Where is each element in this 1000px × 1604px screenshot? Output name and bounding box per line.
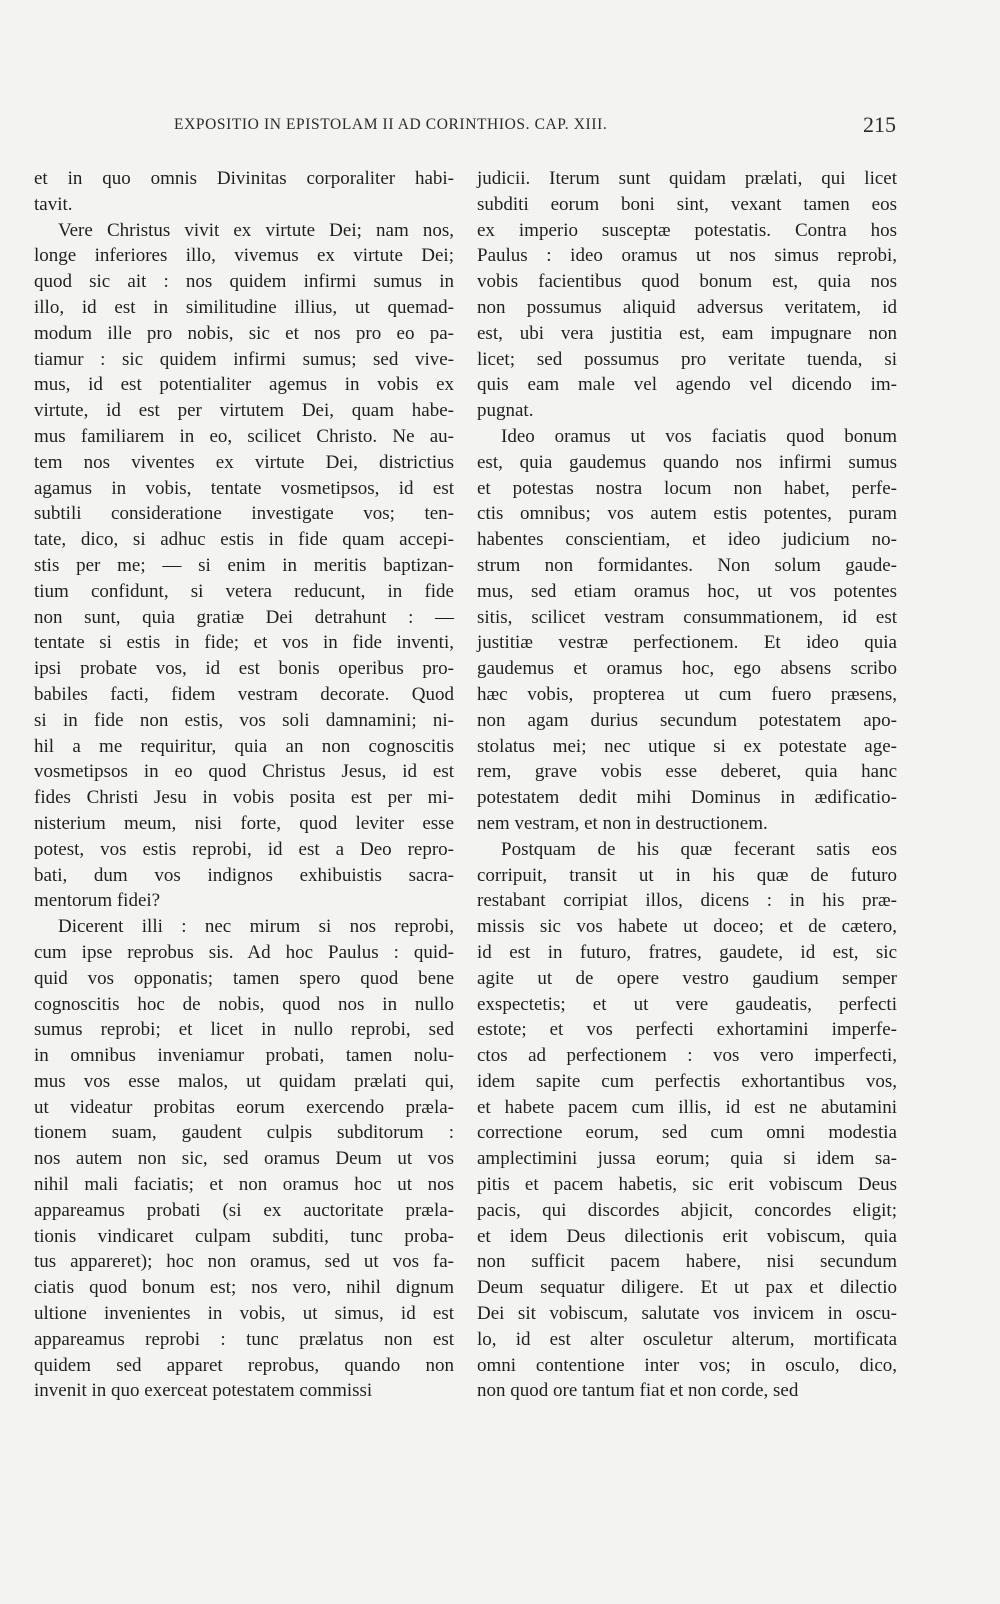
text-line: et idem Deus dilectionis erit vobiscum, quia xyxy=(477,1225,897,1247)
text-line: mus, id est potentialiter agemus in vobis ex xyxy=(34,374,454,396)
text-line: Paulus : ideo oramus ut nos simus reprobi, xyxy=(477,245,897,267)
text-line: invenit in quo exerceat potestatem commissi xyxy=(34,1380,373,1402)
text-line: lo, id est alter osculetur alterum, mortificata xyxy=(477,1328,897,1350)
text-line: exspectetis; et ut vere gaudeatis, perfecti xyxy=(477,993,897,1015)
right-text-column xyxy=(477,166,897,1404)
text-line: sumus reprobi; et licet in nullo reprobi, sed xyxy=(34,1019,454,1041)
text-line: vobis facientibus quod bonum est, quia nos xyxy=(477,271,897,293)
text-line: Deum sequatur diligere. Et ut pax et dilectio xyxy=(477,1277,897,1299)
text-line: quis eam male vel agendo vel dicendo im- xyxy=(477,374,897,396)
text-line: mus, sed etiam oramus hoc, ut vos potentes xyxy=(477,580,897,602)
text-line: omni contentione inter vos; in osculo, dico, xyxy=(477,1354,897,1376)
text-line: ipsi probate vos, id est bonis operibus pro- xyxy=(34,658,454,680)
text-line: tiamur : sic quidem infirmi sumus; sed vive- xyxy=(34,348,454,370)
text-line: quidem sed apparet reprobus, quando non xyxy=(34,1354,454,1376)
text-line: tionem suam, gaudent culpis subditorum : xyxy=(34,1122,454,1144)
text-line: illo, id est in similitudine illius, ut quemad- xyxy=(34,296,454,318)
text-line: Dicerent illi : nec mirum si nos reprobi, xyxy=(58,916,454,938)
text-line: longe inferiores illo, vivemus ex virtute Dei; xyxy=(34,245,454,267)
text-line: et potestas nostra locum non habet, perfe- xyxy=(477,477,897,499)
text-line: Ideo oramus ut vos faciatis quod bonum xyxy=(501,425,897,447)
text-line: est, quia gaudemus quando nos infirmi sumus xyxy=(477,451,897,473)
text-line: idem sapite cum perfectis exhortantibus vos, xyxy=(477,1070,897,1092)
text-line: subditi eorum boni sint, vexant tamen eos xyxy=(477,193,897,215)
text-line: tavit. xyxy=(34,193,73,215)
text-line: quod sic ait : nos quidem infirmi sumus in xyxy=(34,271,454,293)
running-title: EXPOSITIO IN EPISTOLAM II AD CORINTHIOS. CAP. XIII. xyxy=(174,116,608,133)
text-line: subtili consideratione investigate vos; ten- xyxy=(34,503,454,525)
text-line: mentorum fidei? xyxy=(34,890,161,912)
text-line: fides Christi Jesu in vobis posita est per mi- xyxy=(34,787,454,809)
text-line: agamus in vobis, tentate vosmetipsos, id est xyxy=(34,477,454,499)
text-line: est, ubi vera justitia est, eam impugnare non xyxy=(477,322,897,344)
text-line: hil a me requiritur, quia an non cognoscitis xyxy=(34,735,454,757)
text-line: ut videatur probitas eorum exercendo præla- xyxy=(34,1096,454,1118)
text-line: Dei sit vobiscum, salutate vos invicem in oscu- xyxy=(477,1303,897,1325)
text-line: ctos ad perfectionem : vos vero imperfecti, xyxy=(477,1045,897,1067)
text-line: nem vestram, et non in destructionem. xyxy=(477,812,768,834)
text-line: cum ipse reprobus sis. Ad hoc Paulus : quid- xyxy=(34,941,454,963)
text-line: non possumus aliquid adversus veritatem, id xyxy=(477,296,897,318)
text-line: ex imperio susceptæ potestatis. Contra hos xyxy=(477,219,897,241)
text-line: estote; et vos perfecti exhortamini imperfe- xyxy=(477,1019,897,1041)
text-line: tium confidunt, si vetera reducunt, in fide xyxy=(34,580,454,602)
text-line: babiles facti, fidem vestram decorate. Quod xyxy=(34,683,454,705)
text-line: correctione eorum, sed cum omni modestia xyxy=(477,1122,897,1144)
text-line: non quod ore tantum fiat et non corde, sed xyxy=(477,1380,799,1402)
text-line: missis sic vos habete ut doceo; et de cætero, xyxy=(477,916,897,938)
text-line: bati, dum vos indignos exhibuistis sacra- xyxy=(34,864,454,886)
text-line: appareamus probati (si ex auctoritate præla- xyxy=(34,1199,454,1221)
text-line: amplectimini jussa eorum; quia si idem sa- xyxy=(477,1148,897,1170)
text-line: modum ille pro nobis, sic et nos pro eo pa- xyxy=(34,322,454,344)
text-line: cognoscitis hoc de nobis, quod nos in nullo xyxy=(34,993,454,1015)
text-line: judicii. Iterum sunt quidam prælati, qui licet xyxy=(477,168,897,189)
text-line: gaudemus et oramus hoc, ego absens scribo xyxy=(477,658,897,680)
text-line: non sufficit pacem habere, nisi secundum xyxy=(477,1251,897,1273)
left-text-column xyxy=(34,166,454,1404)
text-line: habentes conscientiam, et ideo judicium no- xyxy=(477,529,897,551)
text-line: si in fide non estis, vos soli damnamini; ni- xyxy=(34,709,454,731)
page-header xyxy=(34,112,896,142)
text-line: pacis, qui discordes abjicit, concordes eligit; xyxy=(477,1199,897,1221)
text-line: rem, grave vobis esse deberet, quia hanc xyxy=(477,761,897,783)
text-line: vosmetipsos in eo quod Christus Jesus, id est xyxy=(34,761,454,783)
text-line: pitis et pacem habetis, sic erit vobiscum Deus xyxy=(477,1174,897,1196)
text-line: ciatis quod bonum est; nos vero, nihil dignum xyxy=(34,1277,454,1299)
text-line: licet; sed possumus pro veritate tuenda, si xyxy=(477,348,897,370)
text-line: tentate si estis in fide; et vos in fide inventi, xyxy=(34,632,454,654)
text-line: agite ut de opere vestro gaudium semper xyxy=(477,967,897,989)
text-line: virtute, id est per virtutem Dei, quam habe- xyxy=(34,400,454,422)
text-line: sitis, scilicet vestram consummationem, id est xyxy=(477,606,897,628)
text-line: et in quo omnis Divinitas corporaliter habi- xyxy=(34,168,454,189)
text-line: mus familiarem in eo, scilicet Christo. Ne au- xyxy=(34,425,454,447)
text-line: potest, vos estis reprobi, id est a Deo repro- xyxy=(34,838,454,860)
text-line: restabant corripiat illos, dicens : in his præ- xyxy=(477,890,897,912)
text-line: stolatus mei; nec utique si ex potestate age- xyxy=(477,735,897,757)
text-line: stis per me; — si enim in meritis baptizan- xyxy=(34,554,454,576)
text-line: strum non formidantes. Non solum gaude- xyxy=(477,554,897,576)
text-line: mus vos esse malos, ut quidam prælati qui, xyxy=(34,1070,454,1092)
text-line: nisterium meum, nisi forte, quod leviter esse xyxy=(34,812,454,834)
text-line: corripuit, transit ut in his quæ de futuro xyxy=(477,864,897,886)
text-line: Postquam de his quæ fecerant satis eos xyxy=(501,838,897,860)
text-line: nihil mali faciatis; et non oramus hoc ut nos xyxy=(34,1174,454,1196)
text-line: ultione invenientes in vobis, ut simus, id est xyxy=(34,1303,454,1325)
text-line: tionis vindicaret culpam subditi, tunc proba- xyxy=(34,1225,454,1247)
text-line: quid vos opponatis; tamen spero quod bene xyxy=(34,967,454,989)
text-line: in omnibus inveniamur probati, tamen nolu- xyxy=(34,1045,454,1067)
text-line: nos autem non sic, sed oramus Deum ut vos xyxy=(34,1148,454,1170)
text-line: tus appareret); hoc non oramus, sed ut vos fa- xyxy=(34,1251,454,1273)
text-line: non agam durius secundum potestatem apo- xyxy=(477,709,897,731)
text-line: id est in futuro, fratres, gaudete, id est, sic xyxy=(477,941,897,963)
text-line: justitiæ vestræ perfectionem. Et ideo quia xyxy=(477,632,897,654)
text-line: potestatem dedit mihi Dominus in ædificatio- xyxy=(477,787,897,809)
text-line: tate, dico, si adhuc estis in fide quam accepi- xyxy=(34,529,454,551)
page-number: 215 xyxy=(863,112,896,137)
text-line: hæc vobis, propterea ut cum fuero præsens, xyxy=(477,683,897,705)
text-line: pugnat. xyxy=(477,400,534,422)
text-line: tem nos viventes ex virtute Dei, districtius xyxy=(34,451,454,473)
text-line: et habete pacem cum illis, id est ne abutamini xyxy=(477,1096,897,1118)
text-line: appareamus reprobi : tunc prælatus non est xyxy=(34,1328,454,1350)
text-line: non sunt, quia gratiæ Dei detrahunt : — xyxy=(34,606,454,628)
text-line: Vere Christus vivit ex virtute Dei; nam nos, xyxy=(58,219,454,241)
text-line: ctis omnibus; vos autem estis potentes, puram xyxy=(477,503,897,525)
